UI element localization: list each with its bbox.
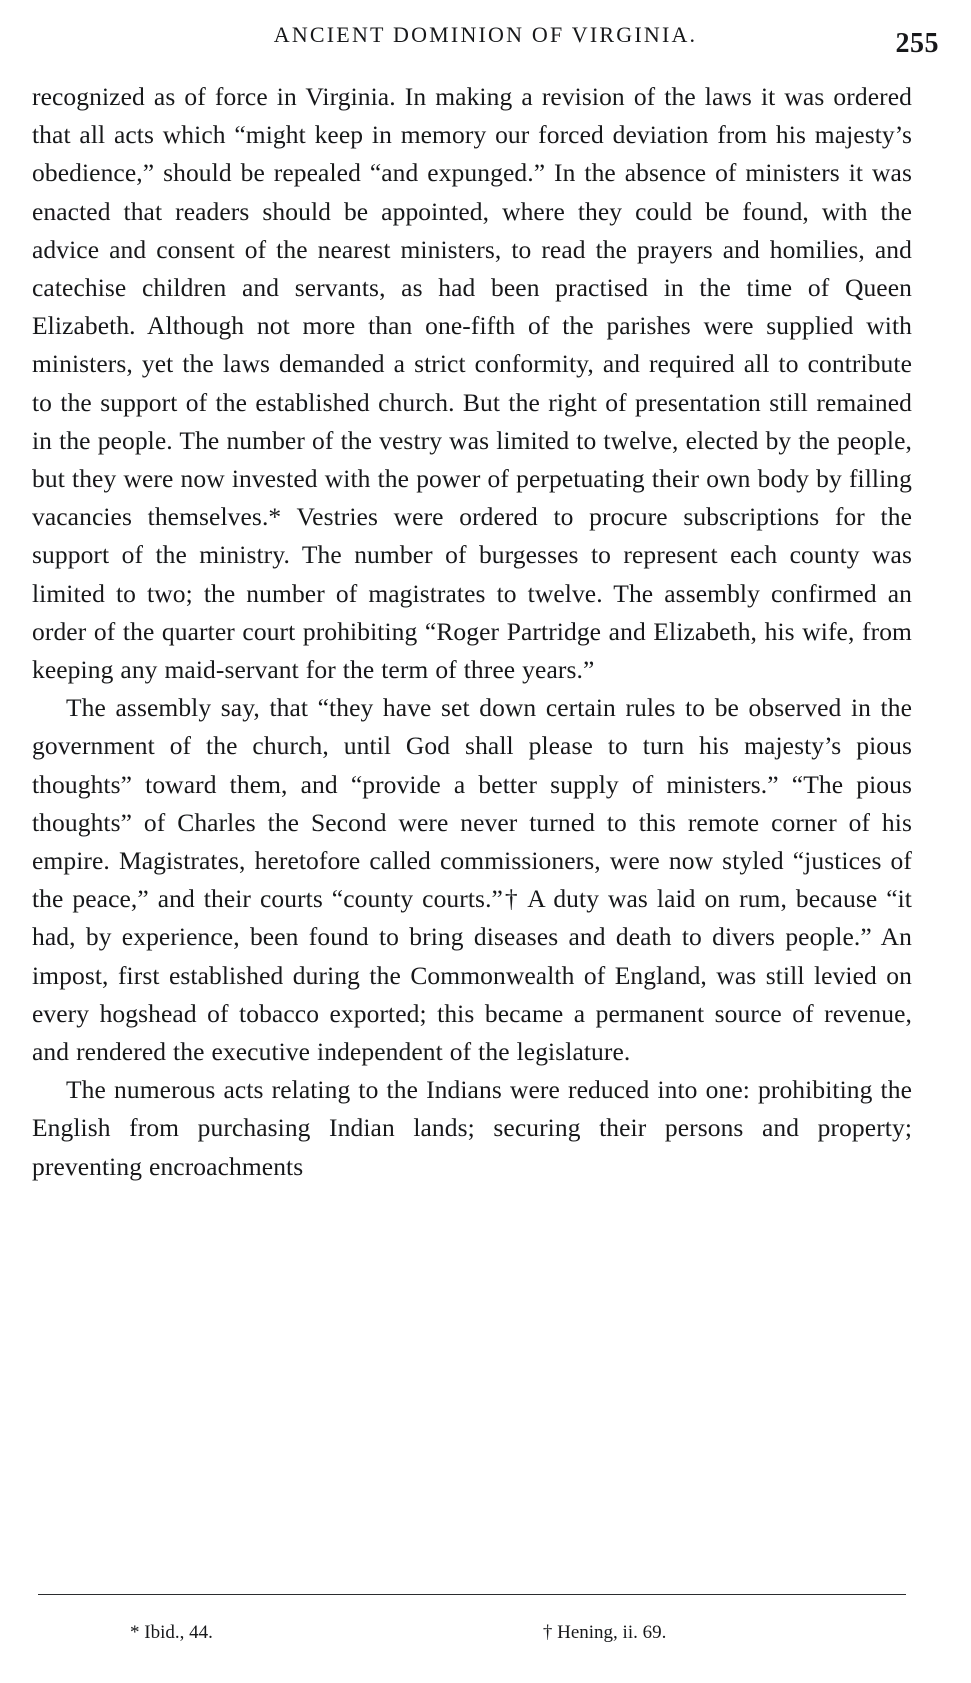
page-number: 255 xyxy=(895,28,939,59)
paragraph-3: The numerous acts relating to the Indians were reduced into one: prohibiting the English from purchasing Indian lands; securing their persons and property; preventing encroachments xyxy=(32,1075,912,1181)
footnote-right: † Hening, ii. 69. xyxy=(542,1622,667,1643)
text-block xyxy=(32,78,912,1186)
footnote-divider xyxy=(38,1594,906,1595)
paragraph-2: The assembly say, that “they have set down certain rules to be observed in the government of the church, until God shall please to turn his majesty’s pious thoughts” toward them, and “provide a better supply of ministers.” “The pious thoughts” of Charles the Second were never turned to this remote corner of his empire. Magistrates, heretofore called commissioners, were now styled “justices of the peace,” and their courts “county courts.”† A duty was laid on rum, because “it had, by experience, been found to bring diseases and death to divers people.” An impost, first established during the Commonwealth of England, was still levied on every hogshead of tobacco exported; this became a permanent source of revenue, and rendered the executive independent of the legislature. xyxy=(32,693,912,1067)
running-head xyxy=(32,22,939,62)
running-head-title: ANCIENT DOMINION OF VIRGINIA. xyxy=(273,22,698,47)
book-page xyxy=(0,22,971,1683)
footnote-area xyxy=(38,1619,906,1647)
footnote-left: * Ibid., 44. xyxy=(130,1622,213,1643)
paragraph-1: recognized as of force in Virginia. In making a revision of the laws it was ordered that all acts which “might keep in memory our forced deviation from his majesty’s obedience,” should be repealed “and expunged.” In the absence of ministers it was enacted that readers should be appointed, where they could be found, with the advice and consent of the nearest ministers, to read the prayers and homilies, and catechise children and servants, as had been practised in the time of Queen Elizabeth. Although not more than one-fifth of the parishes were supplied with ministers, yet the laws demanded a strict conformity, and required all to contribute to the support of the established church. But the right of presentation still remained in the people. The number of the vestry was limited to twelve, elected by the people, but they were now invested with the power of perpetuating their own body by filling vacancies themselves.* Vestries were ordered to procure subscriptions for the support of the ministry. The number of burgesses to represent each county was limited to two; the number of magistrates to twelve. The assembly confirmed an order of the quarter court prohibiting “Roger Partridge and Elizabeth, his wife, from keeping any maid-servant for the term of three years.” xyxy=(32,82,912,685)
